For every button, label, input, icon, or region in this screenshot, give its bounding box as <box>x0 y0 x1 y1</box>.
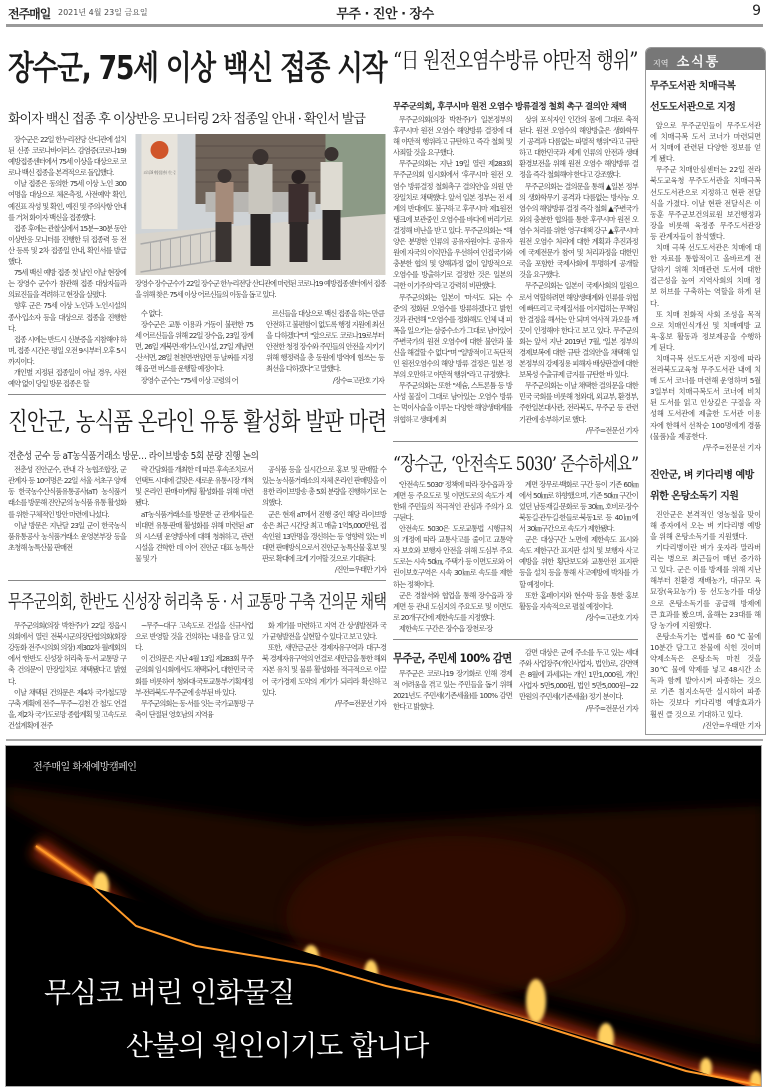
article6-col1 <box>393 668 512 712</box>
paragraph: 진안군은 본격적인 영농철을 맞이해 종자에서 오는 벼 키다리병 예방을 위해 온탕소독기를 지원했다. <box>650 509 761 541</box>
header-divider <box>6 24 763 27</box>
paragraph: 치매 극복 선도도서관은 치매에 대한 자료를 통합적이고 올바르게 전달하기 위해 치매관련 도서에 대한 접근성을 높여 지역사회의 치매 정보 허브를 구축하는 역할을 하게 된다. <box>650 243 761 308</box>
article4-headline: “日 원전오염수방류 야만적 행위” <box>393 49 638 74</box>
paragraph: 앞으로 무주군민들이 무주도서관에 치매극복 도서 코너가 마련되면서 치매에 관련된 다양한 정보를 얻게 됐다. <box>650 121 761 164</box>
paragraph: 무주군의회는 이날 채택한 결의문을 대한민국 국회를 비롯해 청와대, 외교부, 환경부, 주한일본대사관, 전라북도, 무주군 등 관련기관에 송부하기로 했다. <box>519 381 638 424</box>
article2-headline: 진안군, 농식품 온라인 유통 활성화 발판 마련 <box>8 407 387 437</box>
article2-col3 <box>262 464 386 564</box>
paragraph: 75세 백신 예방 접종 첫 날인 이날 현장에는 장영수 군수가 참관해 접종 대상자들과 의료진들을 격려하고 현장을 살폈다. <box>8 268 126 300</box>
divider <box>8 394 386 395</box>
paragraph: 이날 채택된 건의문은 제4차 국가철도망 구축 계획에 전주~무주~김천 간 철도 연결을, 제2차 국가도로망 종합계획 및 고속도로 건설계획에 전주 <box>8 687 126 730</box>
article1-byline: /장수=고관호 기자 <box>332 375 384 385</box>
paragraph: 장수군은 22일 한누리전당 산디관에 설치된 신종 코로나바이러스 감염증(코로나19) 예방접종센터에서 75세 이상을 대상으로 코로나 백신 접종을 본격적으로 돌입했다. <box>8 135 126 178</box>
sidebar-region <box>650 74 761 732</box>
article3-col3 <box>262 620 386 698</box>
article2-col2 <box>135 464 253 564</box>
article5-col2 <box>519 479 638 612</box>
sidebar-item-title: 무주도서관 치매극복 <box>650 81 736 92</box>
paragraph: 무주군의회는 일본이 '마셔도 되는 수준'의 정화된 오염수를 방류하겠다고 밝힌 것과 관련해 "오염수를 정화해도 인체 내 피폭을 일으키는 삼중수소가 그대로 남아있어 주변국가의 원전 오염수에 대한 불안과 불신을 해결할 수 없다"며 "일방적이고 독단적인 원전오염수의 해양 방류 결정은 일본 정부의 오만하고 야만적 행위"라고 규정했다. <box>393 292 512 380</box>
paragraph: 군은 현재 aT에서 진행 중인 해당 라이브방송은 최근 시간당 최고 매출 1억5,000만원, 접속인원 13만명을 갱신하는 등 영향력 있는 비대면 판매방식으로서 진안군 농특산물 홍보 및 판로 확대에 크게 기여할 것으로 기대된다. <box>262 509 386 563</box>
paragraph: 향후 군은 75세 이상 노인과 노인시설의 종사·입소자 등을 대상으로 접종을 진행한다. <box>8 301 126 333</box>
paragraph: 전춘성 진안군수, 관내 각 농협조합장, 군 관계자 등 10여명은 22일 서울 서초구 양재동 한국농수산식품유통공사(aT) 농식품거래소를 방문해 진안군의 농식품 유통 활성화를 위한 구체적인 방안 마련에 나섰다. <box>8 465 126 519</box>
campaign-line2: 산불의 원인이기도 합니다 <box>126 1029 429 1062</box>
article1-subhead: 화이자 백신 접종 후 이상반응 모니터링 2차 접종일 안내 · 확인서 발급 <box>8 112 365 127</box>
article3-headline: 무주군의회, 한반도 신성장 허리축 동 · 서 교통망 구축 건의문 채택 <box>8 592 387 614</box>
paragraph: 접종 후에는 관찰실에서 15분~30분 동안 이상반응 모니터를 진행한 뒤 접종력 등 전산 등록 및 2차 접종일 안내, 확인서를 발급했다. <box>8 223 126 267</box>
article3-col1 <box>8 620 126 731</box>
paragraph: 무주군의회는 결의문을 통해 ▲일본 정부의 생화학무기 공격과 다름없는 방사능 오염수의 해양방류 결정 즉각 철회 ▲주변국가와의 충분한 협의를 통한 후쿠시마 원전 오염수 처리를 위한 영구대책 강구 ▲후쿠시마 원전 오염수 처리에 대한 계획과 추진과정에 국제전문가 참여 및 처리과정을 대한민국을 포함한 국제사회에 투명하게 공개할 것을 요구했다. <box>519 181 638 280</box>
sidebar-header <box>646 48 765 70</box>
divider <box>8 580 386 581</box>
paragraph: 상위 포식자인 인간의 몸에 그대로 축적된다. 원전 오염수의 해양방출은 생화학무기 공격과 다름없는 파멸적 행위"라고 규탄하고 대한민국과 세계 인류의 안전과 생태환경보전을 위해 원전 오염수 해양방류 결정을 즉각 철회해야 한다고 강조했다. <box>519 115 638 180</box>
campaign-label: 전주매일 화재예방캠페인 <box>33 762 137 773</box>
sidebar-label-big: 소식통 <box>676 55 721 70</box>
article1-col2 <box>135 308 253 386</box>
paragraph: 접종 시에는 반드시 신분증을 지참해야 하며, 접종 시간은 평일 오전 9시부터 오후 5시까지이다. <box>8 334 126 366</box>
sidebar-item-title: 선도도서관으로 지정 <box>650 102 736 113</box>
paragraph: 무주군의회(의장 박찬주)가 22일 정읍시의회에서 열린 전북시군의장단협의회(회장 강동화 전주시의회 의장) 제302차 월례회의에서 '한반도 신성장 허리축 동·서 교통망 구축 건의문'이 만장일치로 채택됐다고 밝혔다. <box>8 621 126 686</box>
article2-col1 <box>8 464 126 553</box>
paragraph: 무주군은 코로나19 장기화로 인해 경제적 어려움을 겪고 있는 주민들을 돕기 위해 2021년도 주민세(기존세율)를 100% 감면한다고 밝혔다. <box>393 669 512 712</box>
sidebar-item-byline: /무주=전문선 기자 <box>702 442 761 452</box>
divider <box>393 441 638 442</box>
paragraph: 치매극복 선도도서관 지정에 따라 전라북도교육청 무주도서관 내에 치매 도서 코너를 마련해 운영하며 5월 3일부터 치매극복도서 코너에 비치된 도서를 읽고 인상깊은 구절을 작성해 도서관에 제출한 도서관 이용자에 한해서 선착순 100명에게 경품(물품)을 제공한다. <box>650 353 761 441</box>
paragraph: 온탕소독기는 볍씨를 60℃물에 10분간 담그고 찬물에 식힌 것이며 약제소독은 온탕소독 마친 것을 30℃ 물에 약제를 넣고 48시간 소독과 함께 발아시켜 파종하는 것으로 기존 침지소독만 실시하여 파종하는 것보다 키다리병 예방효과가 훨씬 클 것으로 기대하고 있다. <box>650 631 761 719</box>
sidebar-item-library <box>650 74 761 453</box>
paragraph: 이 건의문은 지난 4월 13일 제283회 무주군의회 임시회에서도 채택되어, 대한민국 국회를 비롯하여 청와대·국토교통부·기획재정부·전라북도·무주군에 송부된 바 있다. <box>135 654 253 697</box>
article1-headline: 장수군, 75세 이상 백신 접종 시작 <box>8 48 387 87</box>
paragraph: 무주군의회는 일본이 국제사회의 일원으로서 역할하려면 해양생태계와 인류를 위협에 빠뜨리고 국제질서를 어지럽히는 무책임한 결정을 해서는 안 되며 역사적 과오를 깨끗이 인정해야 한다고 보고 있다. 무주군의회는 앞서 지난 2019년 7월, '일본 정부의 경제보복에 대한 규탄 결의안'을 채택해 일본정부의 강제징용 피해자 배상판결에 대한 보복성 수출규제 금지를 규탄한 바 있다. <box>519 281 638 380</box>
sidebar-item-body <box>650 509 761 720</box>
article5-byline: /장수=고관호 기자 <box>585 612 638 622</box>
photo-sign-text: 코로나19 예방접종센터 가는 길 <box>143 170 199 175</box>
sidebar-item-title: 진안군, 벼 키다리병 예방 <box>650 469 754 481</box>
article1-col1 <box>8 134 126 389</box>
paragraph: 무주군의회는 지난 19일 열린 제283회 무주군의회 임시회에서 '후쿠시마 원전 오염수 방류결정 철회촉구 결의안'을 의원 만장일치로 채택했다. 앞서 일본 정부는 전 세계의 반대에도 불구하고 후쿠시마 제1원전 탱크에 보관중인 오염수를 바다에 버리기로 결정해 비난을 받고 있다. 무주군의회는 "해양은 분명한 인류의 공유자원이다. 공유자원에 자국의 이익만을 우선하여 인접국가와 충분한 협의 및 양해과정 없이 일방적으로 오염수를 방출하기로 결정한 것은 일본의 극한 이기주의"라고 강력히 비판했다. <box>393 159 512 291</box>
paragraph: 키다리병이란 벼가 웃자라 말라버리는 병으로 최근들어 매년 증가하고 있다. 군은 이를 방제를 위해 지난해부터 친환경 재배농가, 대규모 육묘장(육묘농가) 등 선도농가를 대상으로 온탕소독기를 공급해 방제에 큰 효과를 봤으며, 올해는 23대를 해당 농가에 지원했다. <box>650 543 761 630</box>
paragraph: 장영수 군수는 "75세 이상 고령의 어 <box>140 375 238 385</box>
local-news-sidebar <box>645 47 766 735</box>
article1-photo-caption: 장영수 장수군수가 22일 장수군 한누리전당 산디관에 마련된 코로나19 예방접종센터에서 접종을 위해 찾은 75세 이상 어르신들의 이동을 돕고 있다. <box>135 279 386 299</box>
paragraph: 수 없다. <box>140 309 163 318</box>
article5-headline: “장수군, ‘안전속도 5030’ 준수하세요” <box>393 452 639 475</box>
article4-col2 <box>519 114 638 425</box>
paragraph: 또 치매 친화적 사회 조성을 목적으로 치매인식개선 및 치매예방 교육·홍보 활동과 정보제공을 수행하게 된다. <box>650 309 761 352</box>
paragraph: 제한속도 구간은 장수읍 장천로·장 <box>398 623 493 633</box>
paragraph: 이날 접종은 동의한 75세 이상 노인 300여명을 대상으로 체온측정, 사전예약 확인, 예진표 작성 및 확인, 예진 및 주의사항 안내를 거쳐 화이자 백신을 접종했다. <box>8 179 126 222</box>
article2-subhead: 전춘성 군수 등 aT농식품거래소 방문… 라이브방송 5회 분량 진행 논의 <box>8 451 259 463</box>
sidebar-content <box>650 74 761 731</box>
paragraph: 또한 홈페이지와 현수막 등을 통한 홍보활동을 지속적으로 펼칠 예정이다. <box>519 590 638 611</box>
middle-region <box>393 44 638 734</box>
paragraph: 계면 장무로·백화로 구간 등이 기존 60㎞에서 50㎞로 하향했으며, 기존 50㎞ 구간이었던 남동재길·문화로 등 30㎞, 호비로·장수북동길·관두길·한들로·북동1로 등 40㎞에서 30㎞구간으로 속도가 제한됐다. <box>519 479 638 534</box>
article3-col2 <box>135 620 253 720</box>
paragraph: '안전속도 5030' 정책에 따라 장수읍과 장계면 등 주요도로 및 이면도로의 속도가 제한돼 주민들의 적극적인 관심과 주의가 요구된다. <box>393 479 512 522</box>
sidebar-item-rice <box>650 463 761 731</box>
article5-col1 <box>393 479 512 634</box>
section-title: 무주 · 진안 · 장수 <box>336 7 434 22</box>
article4-col1 <box>393 114 512 425</box>
paragraph: ~무주~대구 고속도로 건설을 신규사업으로 반영할 것을 건의하는 내용을 담고 있다. <box>135 621 253 653</box>
paragraph: aT농식품거래소를 방문한 군 관계자들은 비대면 유통·판매 활성화를 위해 마련된 aT의 시스템 운영방식에 대해 청취하고, 관련 시설을 견학한 데 이어 진안군 대표 농특산물 및 가 <box>135 509 253 563</box>
article6-byline: /무주=전문선 기자 <box>585 703 638 713</box>
sidebar-item-byline: /진안=우태만 기자 <box>702 720 761 730</box>
paragraph: 군은 경찰서와 협업을 통해 장수읍과 장계면 등 관내 도심지의 주요도로 및 이면도로 20개구간에 제한속도를 지정했다. <box>393 590 512 622</box>
divider <box>393 639 638 640</box>
article6-headline: 무주군, 주민세 100% 감면 <box>393 651 512 666</box>
paragraph: 무주군의회는 동·서를 잇는 국가교통망 구축이 단절된 영호남의 지역융 <box>135 698 253 719</box>
sidebar-item-title: 위한 온탕소독기 지원 <box>650 490 739 502</box>
campaign-line1: 무심코 버린 인화물질 <box>44 976 295 1009</box>
paragraph: 안전속도 5030은 도로교통법 시행규칙의 개정에 따라 교통사고를 줄이고 교통약자 보호와 보행자 안전을 위해 도심부 주요도로는 시속 50㎞, 주택가 등 이면도로와 어린이보호구역은 시속 30㎞로 속도를 제한하는 정책이다. <box>393 524 512 589</box>
section-divider <box>6 739 763 741</box>
article2-byline: /진안=우태만 기자 <box>334 565 386 574</box>
paragraph: 무주군의회는 또한 "세슘, 스트론튬 등 방사성 물질이 그대로 남아있는 오염수 방류는 먹이사슬을 이루는 다양한 해양생태계를 위협하고 생태계 최 <box>393 381 512 424</box>
sidebar-label-small: 지역 <box>653 59 669 68</box>
paragraph: 이날 방문은 지난달 23일 군이 한국농식품유통공사 농식품거래소 운영본부장 등을 초청해 농특산물 판매전 <box>8 520 126 552</box>
fire-prevention-campaign <box>5 745 762 1087</box>
paragraph: 장수군은 교통 이용과 거동이 불편한 75세 어르신들을 위해 22일 장수읍, 23일 장계면, 26일 계북면·재가노인시설, 27일 계남면·산서면, 28일 천천면·번암면 등 날짜를 지정해 읍·면 버스를 운행할 예정이다. <box>135 320 253 374</box>
masthead: 전주매일 <box>8 7 51 21</box>
paragraph: 르신들을 대상으로 백신 접종을 하는 만큼 안전하고 불편함이 없도록 행정 지원에 최선을 다하겠다"며 "앞으로도 코로나19로부터 안전한 청정 장수와 주민들의 안전을 지키기 위해 행정력을 총 동원에 방역에 힘쓰는 등 최선을 다하겠다"고 말했다. <box>266 309 384 374</box>
middle-region-content <box>393 44 638 714</box>
paragraph: 군은 대상구간 노면에 제한속도 표시와 속도 제한구간 표지판 설치 및 보행자 사고예방을 위한 횡단보도와 교통안전 표지판 등을 설치 등을 통해 사고예방에 박차를 가할 예정이다. <box>519 535 638 589</box>
left-region-content <box>8 42 386 731</box>
paragraph: 또한, 새만금·군산 경제자유구역과 대구·경북 경제자유구역의 연결로 새만금을 통한 해외자본 유치 및 물류 활성화를 적극적으로 이끌어 국가경제 도약의 계기가 되리라 확신하고 있다. <box>262 643 386 697</box>
paragraph: 략 간담회를 개최한 데 따른 후속조치로서 언택트 시대에 걸맞은 새로운 유통시장 개척 및 온라인 판매·마케팅 활성화를 위해 마련됐다. <box>135 465 253 508</box>
article4-subhead: 무주군의회, 후쿠시마 원전 오염수 방류결정 철회 촉구 결의안 채택 <box>393 102 627 112</box>
article6-col2 <box>519 647 638 702</box>
paragraph: 감면 대상은 군에 주소를 두고 있는 세대주와 사업장주(개인사업자, 법인)로, 감면액은 8월에 과세되는 개인 1만1,000원, 개인사업자 5만5,000원, 법인 5만5,000원~22만원의 주민세(기존세율) 정기 분이다. <box>519 648 638 702</box>
paragraph: 개인별 지정된 접종일이 아닐 경우, 사전예약 없이 당일 방문 접종은 할 <box>8 367 126 389</box>
article1-photo <box>135 134 386 275</box>
article3-byline: /무주=전문선 기자 <box>334 698 386 708</box>
sidebar-item-body <box>650 120 761 442</box>
paragraph: 공식품 등을 실시간으로 홍보 및 판매할 수 있는 농식품거래소의 자체 온라인 판매망을 이용한 라이브방송 총 5회 분량을 진행하기로 논의했다. <box>262 465 386 508</box>
issue-date: 2021년 4월 23일 금요일 <box>58 8 148 17</box>
article4-byline: /무주=전문선 기자 <box>585 425 638 435</box>
paragraph: 무주군의회(의장 박찬주)가 일본정부의 후쿠시마 원전 오염수 해양방류 결정에 대해 야만적 행위라고 규탄하고 즉각 철회 및 사죄할 것을 요구했다. <box>393 115 512 158</box>
paragraph: 화 계기를 마련하고 지역 간 상생발전과 국가 균형발전을 실현할 수 있다고 보고 있다. <box>262 621 386 642</box>
page-number: 9 <box>752 3 761 19</box>
left-region <box>8 42 386 734</box>
paragraph: 무주군 치매안심센터는 22일 전라북도교육청 무주도서관을 치매극복 선도도서관으로 지정하고 현판 전달식을 가졌다. 이날 현판 전달식은 이동훈 무주군보건의료원 보건행정과장을 비롯해 육정종 무주도서관장 등 관계자들이 참석했다. <box>650 165 761 241</box>
article1-col3 <box>266 308 384 375</box>
